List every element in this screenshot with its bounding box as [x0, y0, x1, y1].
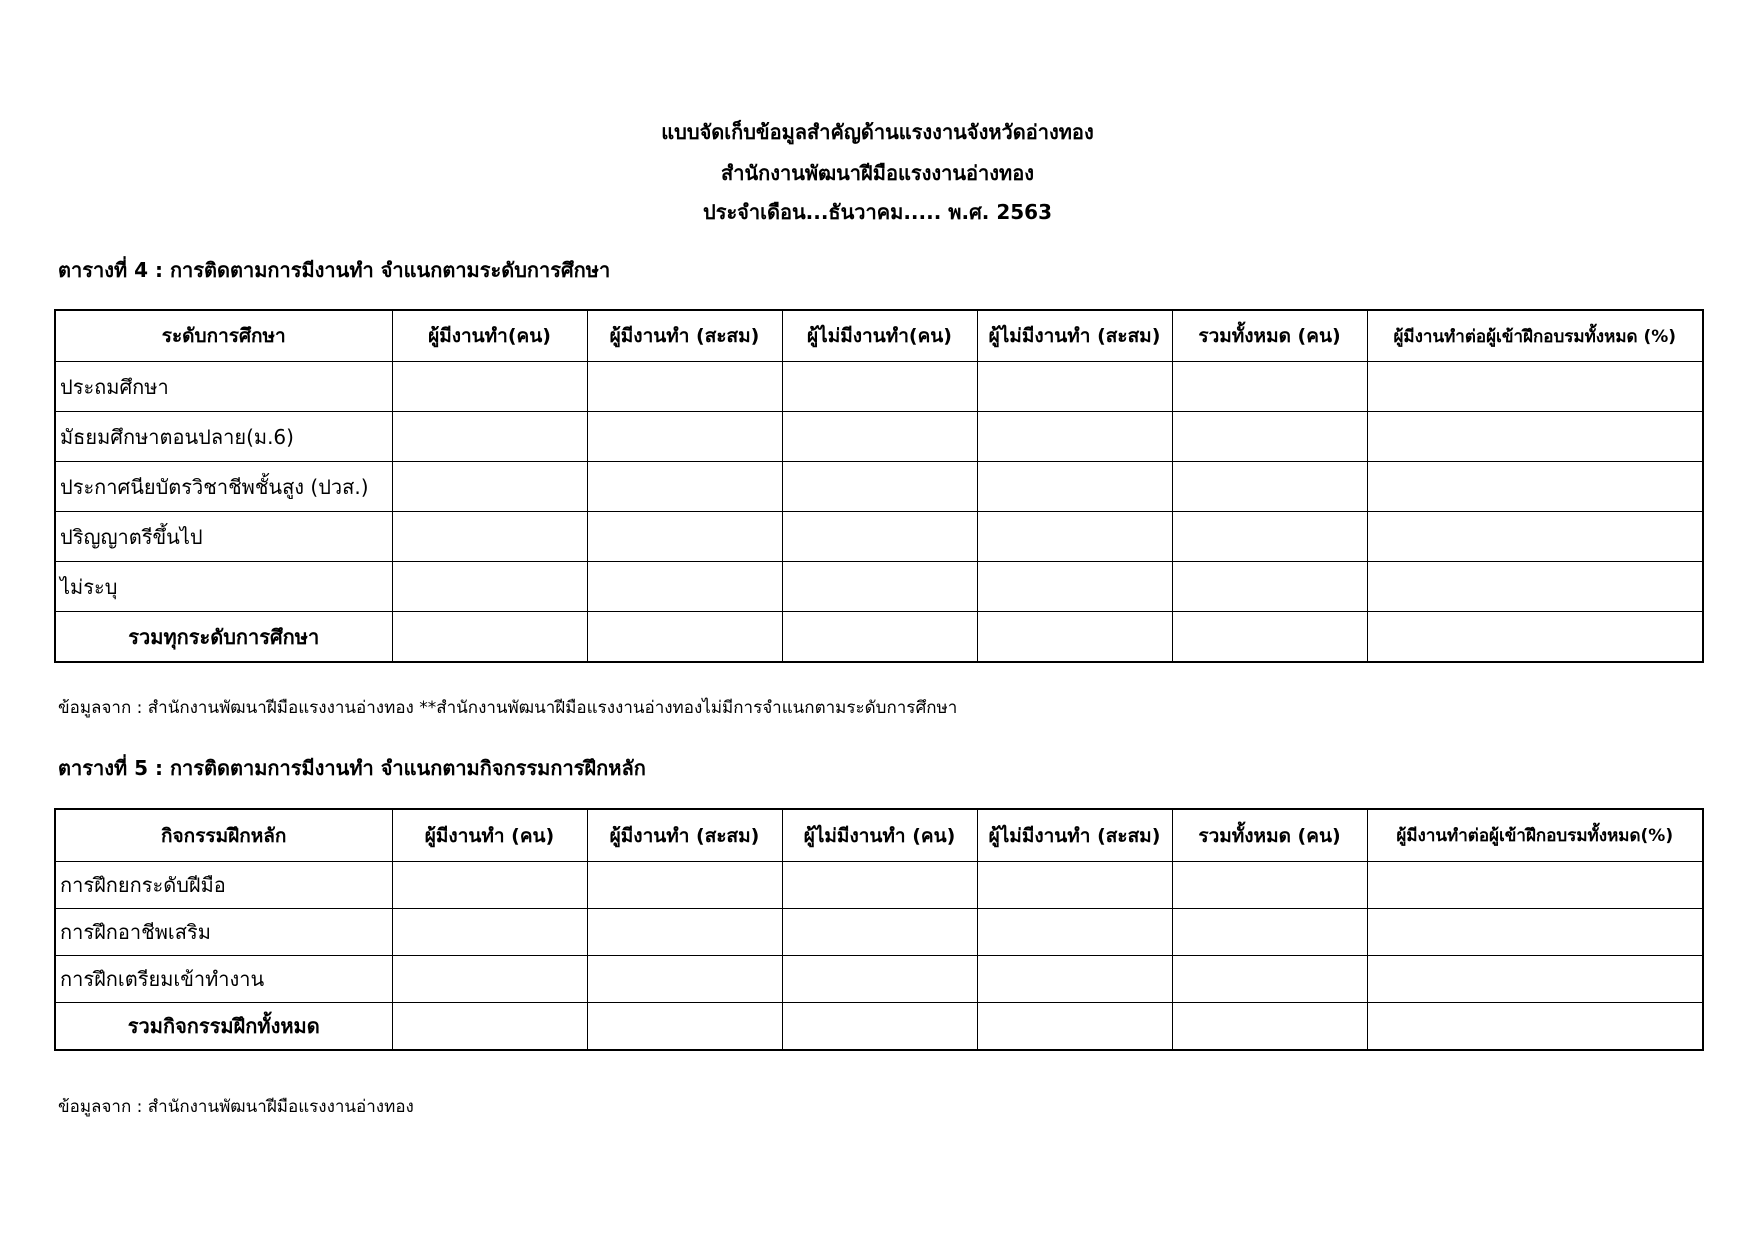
table-cell	[1172, 412, 1367, 462]
table-cell	[782, 909, 977, 956]
col-header-unemployed: ผู้ไม่มีงานทำ (คน)	[782, 809, 977, 862]
table-cell	[587, 1003, 782, 1051]
table-row	[55, 362, 1703, 412]
table-cell	[587, 956, 782, 1003]
col-header-unemployed-cumulative: ผู้ไม่มีงานทำ (สะสม)	[977, 809, 1172, 862]
table-cell	[977, 512, 1172, 562]
table-cell	[392, 1003, 587, 1051]
row-label: ไม่ระบุ	[55, 562, 392, 612]
table-row	[55, 462, 1703, 512]
table-cell	[782, 1003, 977, 1051]
table-cell	[587, 562, 782, 612]
row-label: การฝึกยกระดับฝีมือ	[55, 862, 392, 909]
table-cell	[782, 562, 977, 612]
table-cell	[587, 412, 782, 462]
table-cell	[782, 512, 977, 562]
table4-education-level	[54, 309, 1704, 663]
table-cell	[977, 909, 1172, 956]
row-label: มัธยมศึกษาตอนปลาย(ม.6)	[55, 412, 392, 462]
table-cell	[977, 362, 1172, 412]
table-cell	[587, 512, 782, 562]
table-cell	[392, 862, 587, 909]
table-total-row	[55, 612, 1703, 663]
table-cell	[782, 412, 977, 462]
table-cell	[392, 462, 587, 512]
table4-caption: ตารางที่ 4 : การติดตามการมีงานทำ จำแนกตามระดับการศึกษา	[58, 258, 611, 282]
row-label: ปริญญาตรีขึ้นไป	[55, 512, 392, 562]
row-label: การฝึกเตรียมเข้าทำงาน	[55, 956, 392, 1003]
table5-training-activity	[54, 808, 1704, 1051]
col-header-employed-cumulative: ผู้มีงานทำ (สะสม)	[587, 310, 782, 362]
table-cell	[392, 562, 587, 612]
organization-name: สำนักงานพัฒนาฝีมือแรงงานอ่างทอง	[721, 161, 1034, 185]
table-cell	[1172, 612, 1367, 663]
row-label: การฝึกอาชีพเสริม	[55, 909, 392, 956]
row-label: ประถมศึกษา	[55, 362, 392, 412]
table-cell	[1172, 1003, 1367, 1051]
table5-caption: ตารางที่ 5 : การติดตามการมีงานทำ จำแนกตามกิจกรรมการฝึกหลัก	[58, 756, 646, 780]
table-cell	[977, 462, 1172, 512]
col-header-unemployed: ผู้ไม่มีงานทำ(คน)	[782, 310, 977, 362]
col-header-employed: ผู้มีงานทำ (คน)	[392, 809, 587, 862]
table-cell	[587, 462, 782, 512]
table4-source-note: ข้อมูลจาก : สำนักงานพัฒนาฝีมือแรงงานอ่างทอง **สำนักงานพัฒนาฝีมือแรงงานอ่างทองไม่มีการจำแนกตามระดับการศึกษา	[58, 698, 958, 718]
col-header-employment-rate: ผู้มีงานทำต่อผู้เข้าฝึกอบรมทั้งหมด(%)	[1367, 809, 1703, 862]
table-row	[55, 512, 1703, 562]
col-header-unemployed-cumulative: ผู้ไม่มีงานทำ (สะสม)	[977, 310, 1172, 362]
table-cell	[587, 862, 782, 909]
col-header-employment-rate: ผู้มีงานทำต่อผู้เข้าฝึกอบรมทั้งหมด (%)	[1367, 310, 1703, 362]
table-cell	[1367, 862, 1703, 909]
col-header-training-activity: กิจกรรมฝึกหลัก	[55, 809, 392, 862]
document-title: แบบจัดเก็บข้อมูลสำคัญด้านแรงงานจังหวัดอ่างทอง	[661, 120, 1094, 144]
table-cell	[1367, 462, 1703, 512]
table5-header-row	[55, 809, 1703, 862]
table-cell	[1367, 612, 1703, 663]
table-cell	[392, 956, 587, 1003]
report-period: ประจำเดือน...ธันวาคม..... พ.ศ. 2563	[703, 200, 1052, 224]
table-row	[55, 562, 1703, 612]
row-label: ประกาศนียบัตรวิชาชีพชั้นสูง (ปวส.)	[55, 462, 392, 512]
table-cell	[392, 612, 587, 663]
table4-header-row	[55, 310, 1703, 362]
col-header-total: รวมทั้งหมด (คน)	[1172, 809, 1367, 862]
total-row-label: รวมทุกระดับการศึกษา	[55, 612, 392, 663]
table-cell	[1172, 512, 1367, 562]
table-cell	[1172, 956, 1367, 1003]
table-cell	[392, 362, 587, 412]
table-cell	[587, 909, 782, 956]
col-header-education-level: ระดับการศึกษา	[55, 310, 392, 362]
table-cell	[1367, 1003, 1703, 1051]
col-header-total: รวมทั้งหมด (คน)	[1172, 310, 1367, 362]
table-row	[55, 412, 1703, 462]
table-cell	[1367, 412, 1703, 462]
table-cell	[977, 412, 1172, 462]
table-cell	[1367, 362, 1703, 412]
table-cell	[1367, 956, 1703, 1003]
table-cell	[1172, 862, 1367, 909]
table-cell	[1367, 562, 1703, 612]
col-header-employed-cumulative: ผู้มีงานทำ (สะสม)	[587, 809, 782, 862]
table-cell	[782, 956, 977, 1003]
table-total-row	[55, 1003, 1703, 1051]
table-cell	[392, 909, 587, 956]
table-cell	[587, 612, 782, 663]
table-cell	[782, 612, 977, 663]
table-row	[55, 909, 1703, 956]
table-cell	[587, 362, 782, 412]
table-cell	[977, 562, 1172, 612]
table-row	[55, 862, 1703, 909]
table-cell	[392, 412, 587, 462]
col-header-employed: ผู้มีงานทำ(คน)	[392, 310, 587, 362]
total-row-label: รวมกิจกรรมฝึกทั้งหมด	[55, 1003, 392, 1051]
table-row	[55, 956, 1703, 1003]
table-cell	[1172, 462, 1367, 512]
table-cell	[1172, 562, 1367, 612]
table-cell	[977, 862, 1172, 909]
table-cell	[392, 512, 587, 562]
table-cell	[782, 462, 977, 512]
table5-source-note: ข้อมูลจาก : สำนักงานพัฒนาฝีมือแรงงานอ่างทอง	[58, 1097, 414, 1117]
table-cell	[977, 1003, 1172, 1051]
table-cell	[782, 362, 977, 412]
table-cell	[782, 862, 977, 909]
table-cell	[977, 956, 1172, 1003]
table-cell	[977, 612, 1172, 663]
table-cell	[1367, 909, 1703, 956]
table-cell	[1172, 362, 1367, 412]
table-cell	[1172, 909, 1367, 956]
table-cell	[1367, 512, 1703, 562]
